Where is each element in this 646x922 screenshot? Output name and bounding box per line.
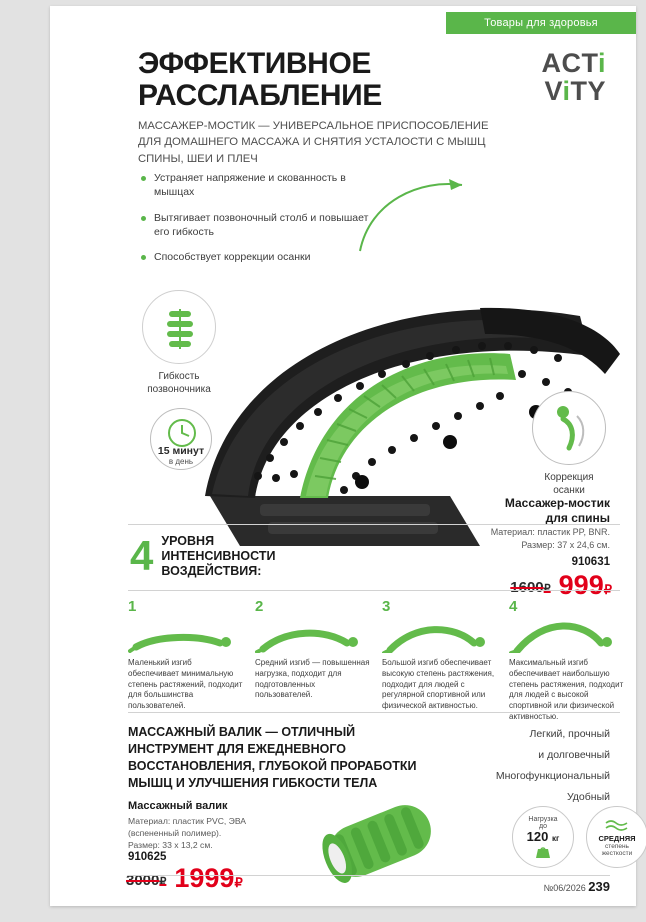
roller-specs	[128, 815, 318, 851]
bullet-dot-icon	[141, 216, 146, 221]
levels-title-line2: ИНТЕНСИВНОСТИ	[161, 548, 276, 563]
divider	[128, 712, 620, 713]
level-step-number: 1	[128, 598, 137, 615]
footer-divider	[128, 875, 610, 876]
level-step-desc: Средний изгиб — повышенная нагрузка, подходит для подготовленных пользователей.	[255, 658, 370, 700]
product-specs	[360, 526, 610, 551]
benefit-text: Способствует коррекции осанки	[154, 251, 311, 264]
headline-line-1: ЭФФЕКТИВНОЕ	[138, 47, 371, 80]
posture-level-4-icon	[509, 617, 619, 653]
badge-time-value: 15 минут	[157, 445, 205, 457]
badge-flexibility-caption	[142, 371, 216, 396]
weight-icon	[512, 806, 574, 868]
footer-page-number: 239	[588, 879, 610, 894]
level-step-desc: Маленький изгиб обеспечивает минимальную степень растяжений, подходит для большинства пользователей.	[128, 658, 243, 711]
badge-stiffness-line2: жесткости	[601, 849, 633, 857]
footer-issue: №06/2026	[543, 883, 586, 893]
roller-headline: МАССАЖНЫЙ ВАЛИК — ОТЛИЧНЫЙ ИНСТРУМЕНТ ДЛЯ ЕЖЕДНЕВНОГО ВОССТАНОВЛЕНИЯ, ГЛУБОКОЙ ПРОРАБОТКИ МЫШЦ И УЛУЧШЕНИЯ ГИБКОСТИ ТЕЛА	[128, 725, 417, 790]
badge-posture-line2: осанки	[553, 484, 585, 496]
level-step-desc: Максимальный изгиб обеспечивает наибольшую степень растяжения, подходит для людей с высокой спортивной или физической активностью.	[509, 658, 624, 721]
roller-feature-4: Удобный	[566, 791, 610, 803]
divider	[128, 524, 620, 525]
new-price-currency: ₽	[603, 582, 612, 597]
brand-logo	[541, 50, 606, 105]
bullet-dot-icon	[141, 176, 146, 181]
level-step	[255, 598, 370, 723]
levels-title-line1: УРОВНЯ	[161, 534, 215, 548]
roller-spec-material-2: (вспененный полимер).	[128, 828, 222, 839]
page-footer	[544, 879, 610, 894]
roller-title: Массажный валик	[128, 800, 228, 812]
badge-load-value: 120	[526, 828, 549, 844]
level-step-desc: Большой изгиб обеспечивает высокую степень растяжения, подходит для людей с регулярной спортивной или физической активностью.	[382, 658, 495, 711]
divider	[128, 590, 620, 591]
product-title-line1: Массажер-мостик	[504, 496, 610, 510]
level-step-number: 3	[382, 598, 391, 615]
product-title-line2: для спины	[545, 511, 610, 525]
page-title	[138, 48, 538, 113]
level-step	[382, 598, 497, 723]
level-step-number: 4	[509, 598, 518, 615]
benefit-text: Устраняет напряжение и скованность в мышцах	[154, 172, 346, 198]
badge-stiffness-line1: степень	[605, 842, 629, 850]
roller-price-row	[126, 863, 243, 893]
level-step-figure	[128, 617, 243, 653]
roller-spec-material-1: Материал: пластик PVC, ЭВА	[128, 816, 247, 826]
new-price-value: 999	[558, 570, 604, 600]
badge-load-line1: Нагрузка	[528, 815, 558, 823]
badge-load-line2: до	[539, 822, 547, 830]
category-tab-label: Товары для здоровья	[484, 17, 598, 29]
massage-roller-image	[308, 786, 458, 896]
levels-number: 4	[130, 532, 154, 580]
posture-level-2-icon	[255, 617, 365, 653]
badge-flexibility	[142, 290, 216, 396]
product-code: 910631	[571, 556, 610, 568]
badge-stiffness	[586, 806, 646, 868]
roller-feature-1: Легкий, прочный	[529, 728, 610, 740]
badge-load-unit: кг	[551, 833, 560, 843]
product-price-row	[510, 570, 612, 600]
product-new-price	[558, 570, 612, 600]
badge-time	[150, 408, 212, 470]
page-sheet	[50, 6, 636, 906]
list-item	[154, 212, 369, 240]
list-item	[154, 172, 369, 200]
roller-new-price	[174, 863, 243, 893]
product-old-price	[510, 579, 550, 599]
badge-time-sub: в день	[168, 457, 194, 466]
roller-old-price-value: 3000	[126, 871, 160, 889]
logo-part-1: ACT	[541, 48, 598, 78]
page-subtitle: МАССАЖЕР-МОСТИК — УНИВЕРСАЛЬНОЕ ПРИСПОСОБЛЕНИЕ ДЛЯ ДОМАШНЕГО МАССАЖА И СНЯТИЯ УСТАЛОСТИ С МЫШЦ СПИНЫ, ШЕИ И ПЛЕЧ	[138, 120, 489, 165]
old-price-value: 1600	[510, 578, 544, 596]
bullet-dot-icon	[141, 255, 146, 260]
badge-posture-caption	[532, 472, 606, 497]
badge-stiffness-level: СРЕДНЯЯ	[598, 833, 636, 843]
product-title	[390, 496, 610, 526]
clock-icon	[150, 408, 212, 470]
level-step-figure	[382, 617, 497, 653]
level-step-figure	[509, 617, 624, 653]
roller-code: 910625	[128, 851, 167, 863]
logo-part-2: V	[544, 75, 563, 106]
logo-accent-i-1: i	[597, 48, 606, 78]
levels-title-line3: ВОЗДЕЙСТВИЯ:	[161, 563, 262, 578]
posture-level-3-icon	[382, 617, 492, 653]
category-tab	[446, 12, 636, 34]
levels-heading	[130, 534, 276, 578]
level-step-number: 2	[255, 598, 264, 615]
logo-accent-i-2: i	[562, 75, 571, 106]
badge-posture-line1: Коррекция	[544, 472, 594, 483]
badge-flexibility-line2: позвоночника	[147, 383, 211, 395]
badge-posture	[532, 391, 606, 497]
product-spec-size: Размер: 37 х 24,6 см.	[521, 539, 610, 550]
old-price-currency: ₽	[543, 582, 551, 595]
roller-new-price-value: 1999	[174, 863, 235, 893]
spine-icon	[142, 290, 216, 364]
posture-icon	[532, 391, 606, 465]
level-step	[509, 598, 624, 723]
roller-old-price-currency: ₽	[159, 875, 167, 888]
badge-load	[512, 806, 574, 868]
levels-steps	[128, 598, 624, 723]
product-spec-material: Материал: пластик PP, BNR.	[490, 527, 610, 537]
roller-feature-3: Многофункциональный	[495, 770, 610, 782]
benefit-text: Вытягивает позвоночный столб и повышает его гибкость	[154, 211, 369, 238]
roller-new-price-currency: ₽	[234, 875, 243, 890]
waves-icon	[586, 806, 646, 868]
levels-title	[161, 534, 275, 578]
roller-feature-2: и долговечный	[538, 749, 610, 761]
level-step	[128, 598, 243, 723]
posture-level-1-icon	[128, 617, 238, 653]
badge-flexibility-line1: Гибкость	[158, 371, 200, 382]
level-step-figure	[255, 617, 370, 653]
headline-line-2: РАССЛАБЛЕНИЕ	[138, 79, 382, 113]
logo-part-3: TY	[570, 75, 606, 106]
roller-spec-size: Размер: 33 х 13,2 см.	[128, 840, 213, 851]
